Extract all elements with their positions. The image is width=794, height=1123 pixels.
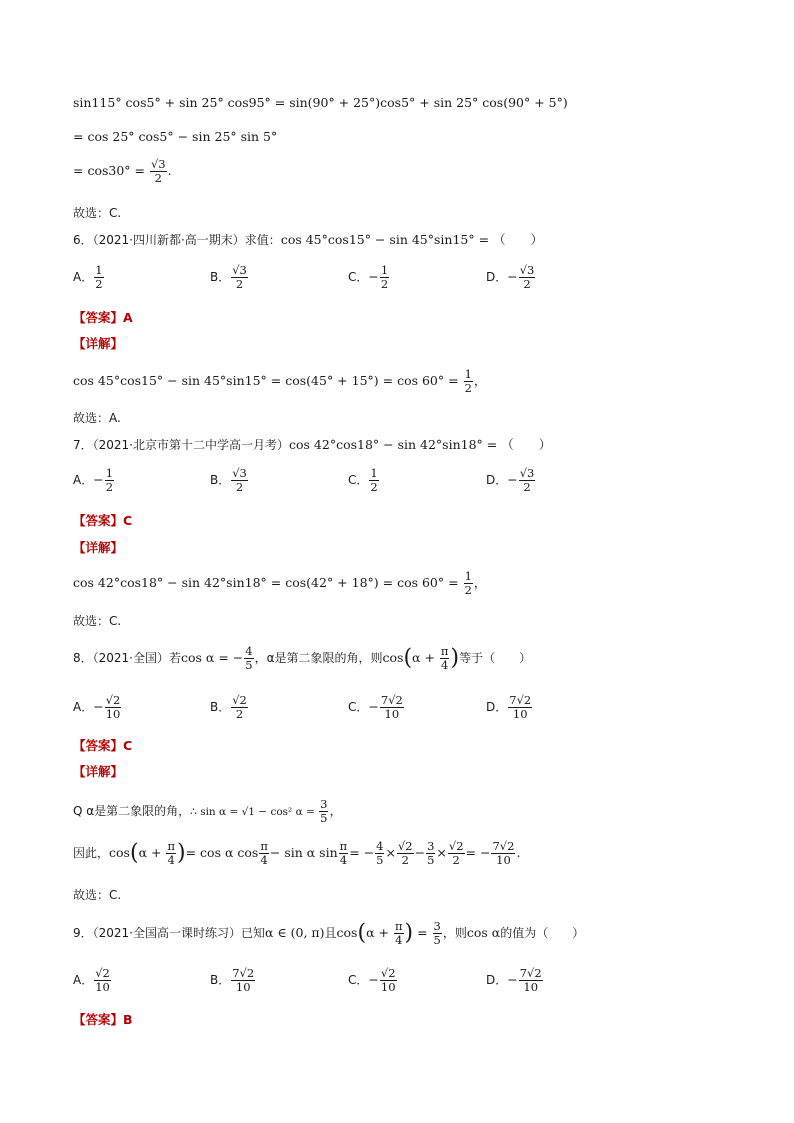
solution-line-3: = cos30° = $\frac{√3}{2}$ .: [73, 157, 172, 186]
q8-option-d: D． $\frac{7√2}{10}$: [486, 693, 532, 722]
solution-line-1: sin115° cos5° + sin 25° cos95° = sin(90° + 25°)cos5° + sin 25° cos(90° + 5°): [73, 95, 568, 110]
q6-option-d: D．− $\frac{√3}{2}$: [486, 263, 535, 292]
q9-option-a: A． $\frac{√2}{10}$: [73, 966, 110, 995]
q6-final: 故选：A.: [73, 411, 121, 425]
question-7-stem: 7．（2021·北京市第十二中学高一月考）cos 42°cos18° − sin 42°sin18° = （ ）: [73, 437, 552, 452]
q8-solution-1: Q α是第二象限的角，∴ sin α = √1 − cos² α = $\frac{3}{5}$ ，: [73, 797, 342, 826]
q6-option-a: A． $\frac{1}{2}$: [73, 263, 103, 292]
q6-option-c: C．− $\frac{1}{2}$: [348, 263, 389, 292]
q9-option-d: D．− $\frac{7√2}{10}$: [486, 966, 542, 995]
q8-answer: 【答案】C: [73, 738, 133, 753]
q7-final: 故选：C.: [73, 614, 122, 628]
question-6-stem: 6．（2021·四川新都·高一期末）求值：cos 45°cos15° − sin 45°sin15° = （ ）: [73, 232, 544, 247]
q6-detail-tag: 【详解】: [73, 336, 124, 351]
q7-option-b: B． $\frac{√3}{2}$: [210, 466, 247, 495]
question-9-stem: 9．（2021·全国高一课时练习）已知α ∈ (0, π)且cos(α + $\frac{\pi}{4}$ ) = $\frac{3}{5}$ ，则cos α的值为（ ）: [73, 919, 585, 948]
final-choice-line: 故选：C.: [73, 206, 122, 220]
q7-detail-tag: 【详解】: [73, 540, 124, 555]
q7-option-a: A．− $\frac{1}{2}$: [73, 466, 114, 495]
q7-option-c: C． $\frac{1}{2}$: [348, 466, 378, 495]
q7-answer: 【答案】C: [73, 513, 133, 528]
question-8-stem: 8．（2021·全国）若cos α = − $\frac{4}{5}$ ，α是第二象限的角，则cos(α + $\frac{\pi}{4}$ )等于（ ）: [73, 644, 532, 673]
q8-detail-tag: 【详解】: [73, 764, 124, 779]
q8-option-a: A．− $\frac{√2}{10}$: [73, 693, 121, 722]
q9-option-b: B． $\frac{7√2}{10}$: [210, 966, 255, 995]
solution-line-2: = cos 25° cos5° − sin 25° sin 5°: [73, 129, 278, 144]
q6-option-b: B． $\frac{√3}{2}$: [210, 263, 247, 292]
q7-solution: cos 42°cos18° − sin 42°sin18° = cos(42° + 18°) = cos 60° = $\frac{1}{2}$ ，: [73, 569, 487, 598]
q8-final: 故选：C.: [73, 888, 122, 902]
q6-answer: 【答案】A: [73, 310, 133, 325]
q8-option-b: B． $\frac{√2}{2}$: [210, 693, 247, 722]
q8-option-c: C．− $\frac{7√2}{10}$: [348, 693, 403, 722]
q9-answer: 【答案】B: [73, 1012, 133, 1027]
q9-option-c: C．− $\frac{√2}{10}$: [348, 966, 396, 995]
q6-solution: cos 45°cos15° − sin 45°sin15° = cos(45° + 15°) = cos 60° = $\frac{1}{2}$ ，: [73, 367, 487, 396]
q8-solution-2: 因此，cos(α + $\frac{\pi}{4}$ )= cos α cos $\frac{\pi}{4}$ − sin α sin $\frac{\pi}{4}$ = − $\frac{4}{5}$ × $\frac{√2}{2}$ − $\frac{3}{5}$ × $\frac{√2}{2}$ = − $\frac{7√2}{10}$ .: [73, 839, 521, 868]
q7-option-d: D．− $\frac{√3}{2}$: [486, 466, 535, 495]
